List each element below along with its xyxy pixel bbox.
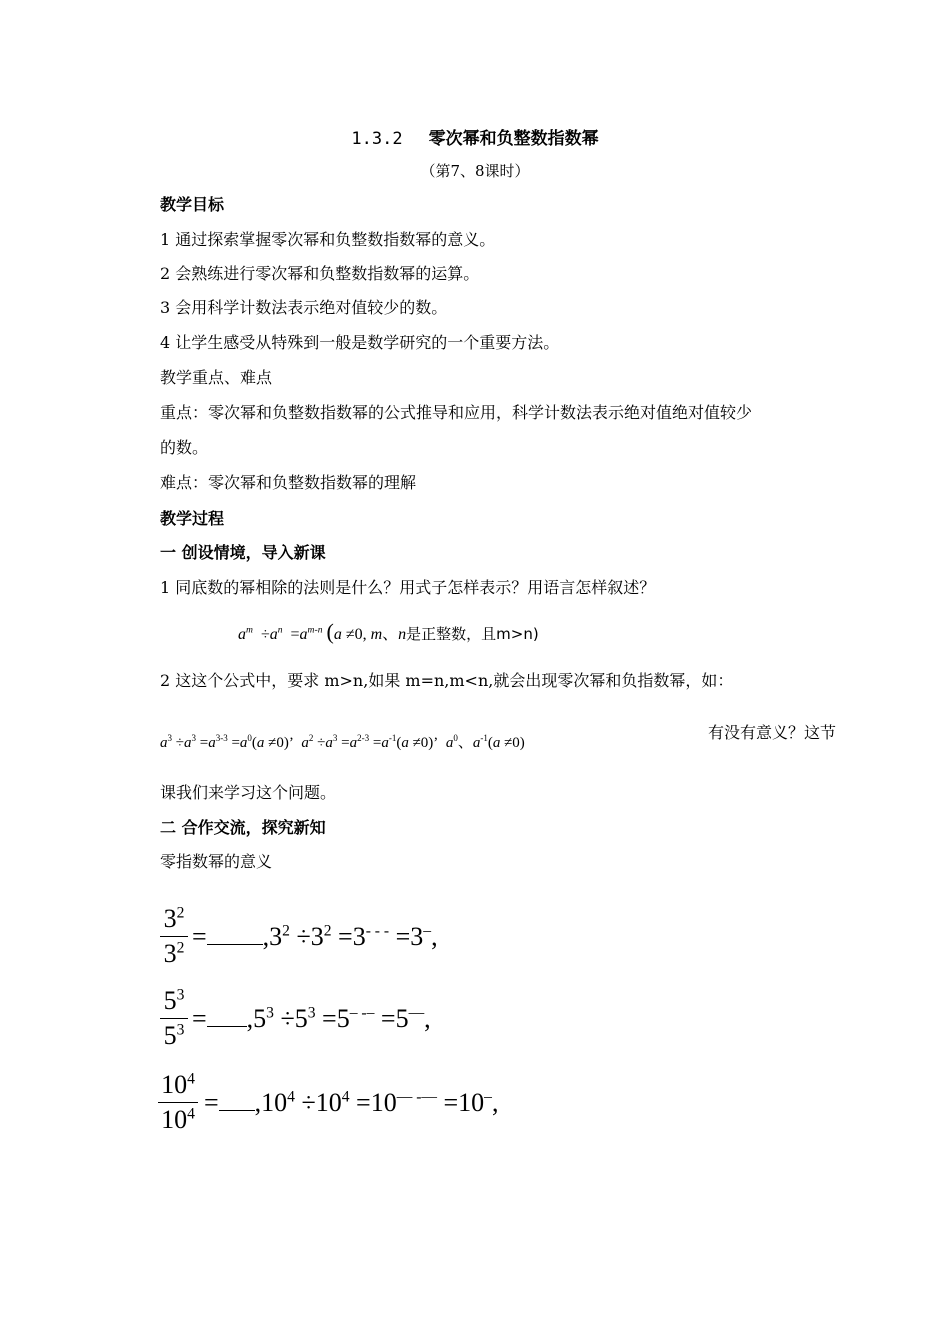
objective-item-3: 3 会用科学计数法表示绝对值较少的数。 <box>160 298 448 317</box>
objective-item-4: 4 让学生感受从特殊到一般是数学研究的一个重要方法。 <box>160 333 560 352</box>
fraction-5-cubed: $5^3$ $5^3$ <box>160 984 188 1053</box>
question-2: 2 这这个公式中，要求 m>n,如果 m=n,m<n,就会出现零次幂和负指数幂，如： <box>160 671 734 690</box>
objective-item-1: 1 通过探索掌握零次幂和负整数指数幂的意义。 <box>160 230 496 249</box>
formula-condition: 是正整数，且m>n) <box>406 625 539 643</box>
equation-row-1: = $,3^2 \div 3^2 =3^{- - -} =3^-$, <box>192 922 438 951</box>
objective-item-2: 2 会熟练进行零次幂和负整数指数幂的运算。 <box>160 264 480 283</box>
process-heading: 教学过程 <box>160 509 225 528</box>
quotient-rule-formula: $a^m \div a^n =a^{m-n}$ (a ≠0, m、n是正整数，且m>n) <box>238 619 539 644</box>
fraction-10-fourth: $10^4$ $10^4$ <box>158 1068 198 1137</box>
question-1: 1 同底数的幂相除的法则是什么？用式子怎样表示？用语言怎样叙述？ <box>160 578 656 597</box>
equation-row-3: = $,10^4 \div 10^4 =10^{— -—} =10^-$, <box>204 1088 499 1117</box>
key-points-heading: 教学重点、难点 <box>160 368 273 387</box>
difficulty-line: 难点：零次幂和负整数指数幂的理解 <box>160 473 417 492</box>
equation-row-2: = $,5^3 \div 5^3 =5^{- --} =5^—$, <box>192 1004 431 1033</box>
lesson-subtitle: （第7、8课时） <box>420 162 530 180</box>
zero-exponent-heading: 零指数幂的意义 <box>160 852 273 871</box>
lesson-title-text: 零次幂和负整数指数幂 <box>428 129 599 149</box>
lesson-title <box>0 124 950 149</box>
question-2-continued: 课我们来学习这个问题。 <box>160 783 337 802</box>
section-1-heading: 一 创设情境，导入新课 <box>160 543 326 562</box>
key-points-line-2: 的数。 <box>160 438 209 457</box>
objectives-heading: 教学目标 <box>160 195 225 214</box>
zero-negative-examples: $a^3 \div a^3 =a^{3-3} =a^0(a \ne 0)$’ $a^2 \div a^3 =a^{2-3} =a^{-1}(a \ne 0)$’ $a^0$、$a^{-1}(a \ne 0)$ <box>160 733 525 751</box>
lesson-number: 1.3.2 <box>351 129 403 149</box>
key-points-line-1: 重点：零次幂和负整数指数幂的公式推导和应用，科学计数法表示绝对值绝对值较少 <box>160 403 753 422</box>
section-2-heading: 二 合作交流，探究新知 <box>160 818 326 837</box>
fraction-3-squared: $3^2$ $3^2$ <box>160 902 188 971</box>
question-2-tail: 有没有意义？这节 <box>708 723 837 742</box>
